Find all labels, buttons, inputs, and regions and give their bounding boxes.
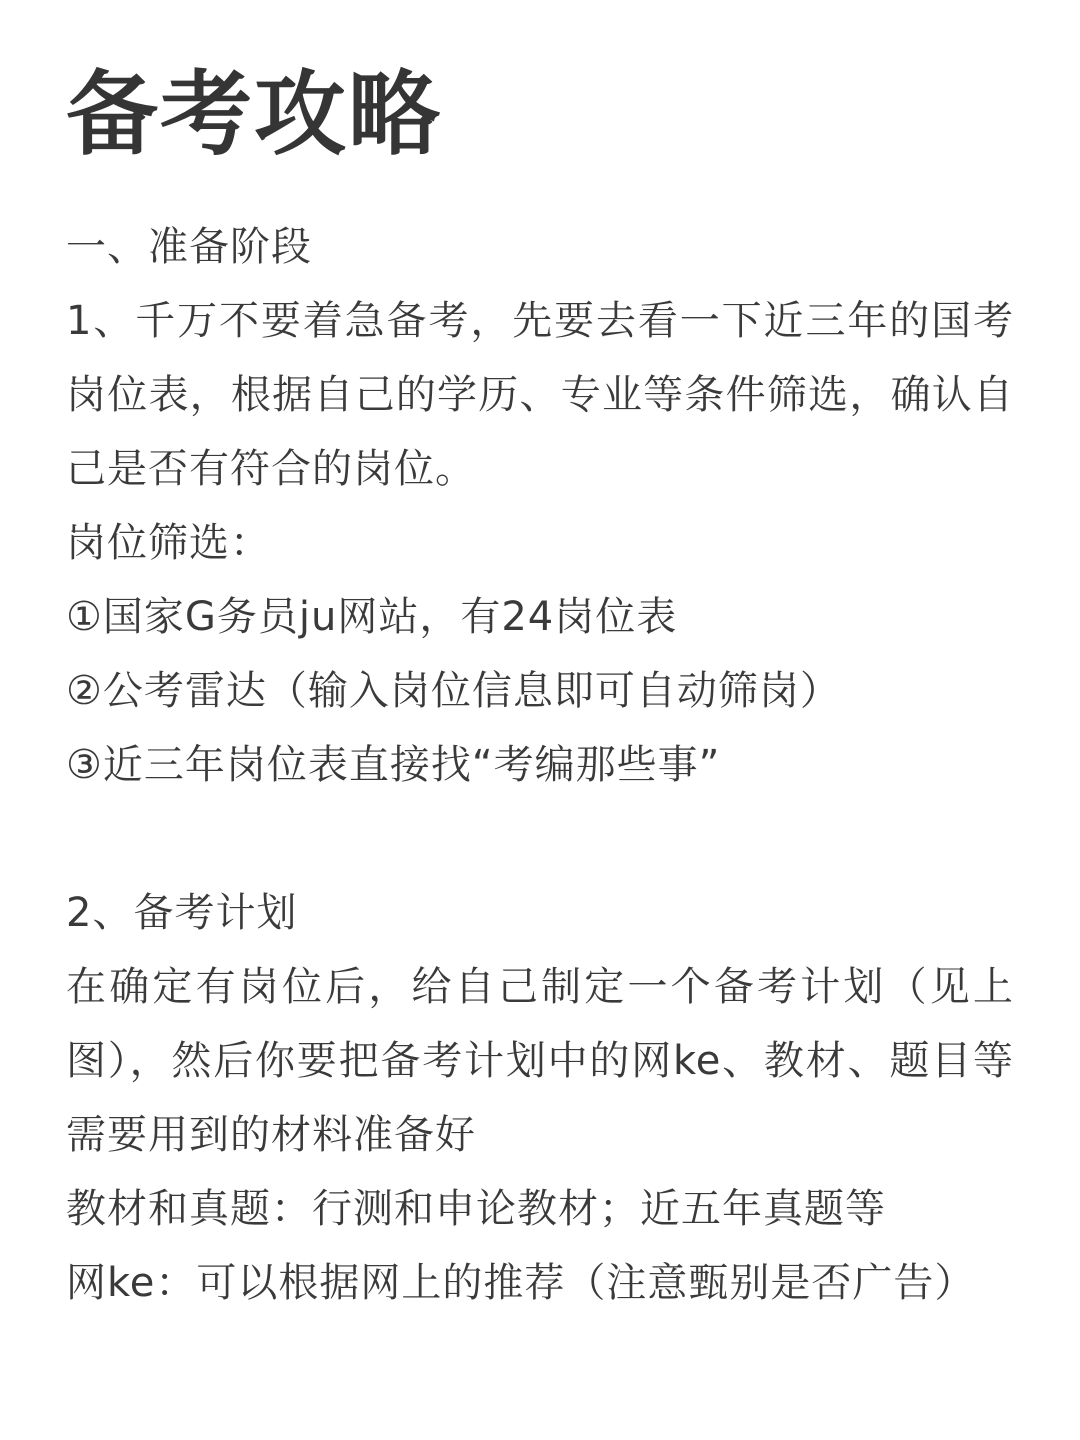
section-2-heading: 2、备考计划 bbox=[66, 890, 298, 936]
materials-line: 教材和真题：行测和申论教材；近五年真题等 bbox=[66, 1186, 886, 1232]
section-1-heading: 一、准备阶段 bbox=[66, 224, 312, 270]
courses-line: 网ke：可以根据网上的推荐（注意甄别是否广告） bbox=[66, 1260, 976, 1306]
filter-item-2: ②公考雷达（输入岗位信息即可自动筛岗） bbox=[66, 668, 841, 714]
filter-heading: 岗位筛选： bbox=[66, 520, 271, 566]
section-spacer bbox=[66, 802, 1014, 876]
filter-item-3: ③近三年岗位表直接找“考编那些事” bbox=[66, 742, 721, 788]
section-1-point-1: 1、千万不要着急备考，先要去看一下近三年的国考岗位表，根据自己的学历、专业等条件筛选，确认自己是否有符合的岗位。 bbox=[66, 298, 1014, 492]
page-title: 备考攻略 bbox=[66, 61, 443, 168]
article-body bbox=[66, 210, 1014, 1320]
plan-paragraph: 在确定有岗位后，给自己制定一个备考计划（见上图），然后你要把备考计划中的网ke、教材、题目等需要用到的材料准备好 bbox=[66, 964, 1014, 1158]
filter-item-1: ①国家G务员ju网站，有24岗位表 bbox=[66, 594, 678, 640]
